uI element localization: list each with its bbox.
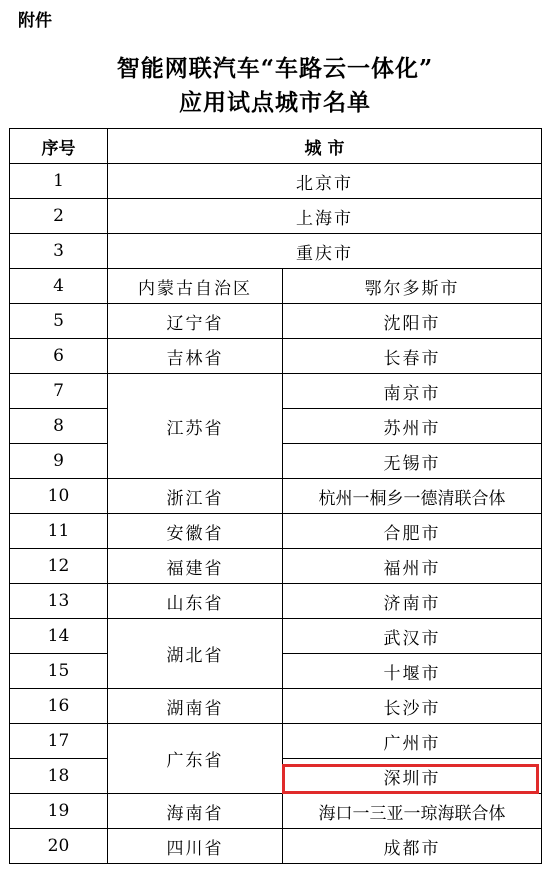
table-row	[10, 164, 542, 199]
header-index: 序号	[10, 129, 108, 164]
city-cell: 福州市	[283, 549, 542, 584]
table-row	[10, 724, 542, 759]
table-row	[10, 374, 542, 409]
row-number: 14	[10, 619, 108, 654]
city-cell: 济南市	[283, 584, 542, 619]
row-number: 11	[10, 514, 108, 549]
city-cell: 长春市	[283, 339, 542, 374]
city-cell: 成都市	[283, 829, 542, 864]
province-cell: 福建省	[108, 549, 283, 584]
city-cell: 合肥市	[283, 514, 542, 549]
row-number: 17	[10, 724, 108, 759]
header-city: 城 市	[108, 129, 542, 164]
province-cell: 山东省	[108, 584, 283, 619]
table-row	[10, 479, 542, 514]
table-row	[10, 199, 542, 234]
city-cell: 北京市	[108, 164, 542, 199]
row-number: 6	[10, 339, 108, 374]
table-row	[10, 339, 542, 374]
city-cell: 十堰市	[283, 654, 542, 689]
province-cell: 江苏省	[108, 374, 283, 479]
city-cell: 广州市	[283, 724, 542, 759]
province-cell: 湖南省	[108, 689, 283, 724]
table-row	[10, 234, 542, 269]
row-number: 1	[10, 164, 108, 199]
city-cell: 上海市	[108, 199, 542, 234]
row-number: 16	[10, 689, 108, 724]
row-number: 3	[10, 234, 108, 269]
city-cell-highlighted: 深圳市	[283, 759, 542, 794]
row-number: 12	[10, 549, 108, 584]
table-row	[10, 619, 542, 654]
province-cell: 安徽省	[108, 514, 283, 549]
city-cell: 苏州市	[283, 409, 542, 444]
table-row	[10, 584, 542, 619]
province-cell: 海南省	[108, 794, 283, 829]
city-cell: 沈阳市	[283, 304, 542, 339]
row-number: 15	[10, 654, 108, 689]
province-cell: 吉林省	[108, 339, 283, 374]
province-cell: 浙江省	[108, 479, 283, 514]
city-cell: 重庆市	[108, 234, 542, 269]
city-cell: 鄂尔多斯市	[283, 269, 542, 304]
city-cell: 南京市	[283, 374, 542, 409]
row-number: 18	[10, 759, 108, 794]
row-number: 20	[10, 829, 108, 864]
table-row	[10, 514, 542, 549]
row-number: 13	[10, 584, 108, 619]
highlight-box	[282, 764, 539, 794]
table-row	[10, 829, 542, 864]
table-row	[10, 794, 542, 829]
row-number: 4	[10, 269, 108, 304]
province-cell: 四川省	[108, 829, 283, 864]
row-number: 5	[10, 304, 108, 339]
province-cell: 湖北省	[108, 619, 283, 689]
province-cell: 广东省	[108, 724, 283, 794]
city-cell: 海口一三亚一琼海联合体	[283, 794, 542, 829]
city-cell: 长沙市	[283, 689, 542, 724]
province-cell: 辽宁省	[108, 304, 283, 339]
attachment-label: 附件	[18, 11, 52, 31]
row-number: 19	[10, 794, 108, 829]
city-cell: 杭州一桐乡一德清联合体	[283, 479, 542, 514]
table-header-row	[10, 129, 542, 164]
table-row	[10, 549, 542, 584]
province-cell: 内蒙古自治区	[108, 269, 283, 304]
row-number: 2	[10, 199, 108, 234]
table-row	[10, 304, 542, 339]
document-title-line1: 智能网联汽车“车路云一体化”	[116, 55, 434, 82]
document-title-line2: 应用试点城市名单	[179, 89, 371, 116]
table-row	[10, 269, 542, 304]
row-number: 9	[10, 444, 108, 479]
row-number: 7	[10, 374, 108, 409]
row-number: 10	[10, 479, 108, 514]
row-number: 8	[10, 409, 108, 444]
table-row	[10, 689, 542, 724]
pilot-city-table	[9, 128, 542, 864]
city-cell: 武汉市	[283, 619, 542, 654]
city-cell: 无锡市	[283, 444, 542, 479]
